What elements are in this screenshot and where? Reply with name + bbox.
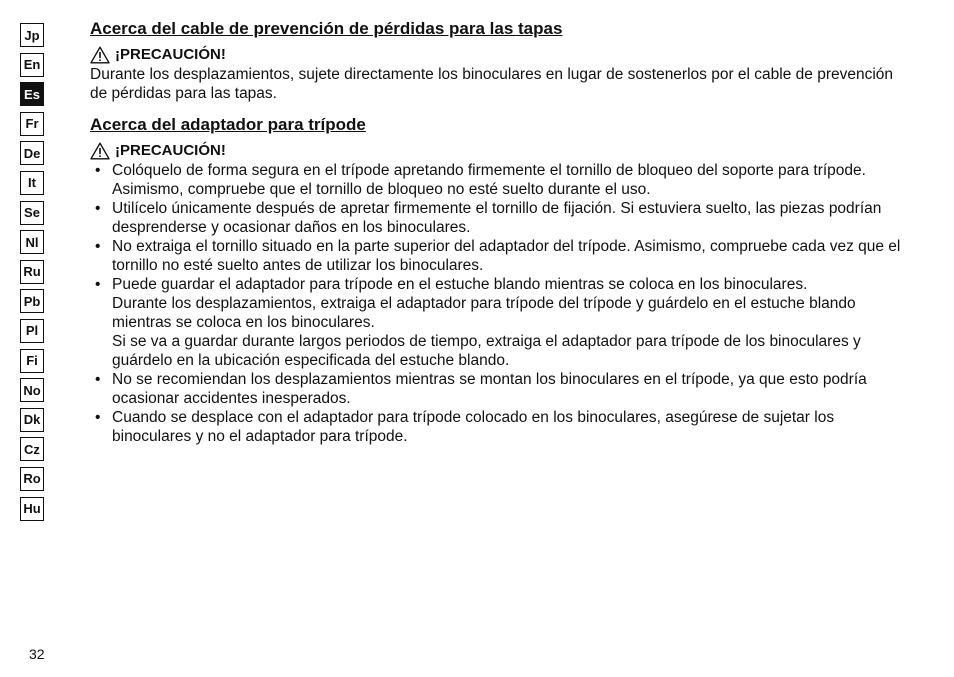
bullet-dot: • [95,409,101,426]
lang-tab-pl[interactable]: Pl [20,319,44,343]
bullet-dot: • [95,371,101,388]
list-item-text: Colóquelo de forma segura en el trípode apretando firmemente el tornillo de bloqueo del soporte para trípode. Asimismo, compruebe que el tornillo de bloqueo no esté suelto durante el uso. [112,162,866,198]
section-heading: Acerca del adaptador para trípode [90,115,366,134]
list-item-text: Utilícelo únicamente después de apretar firmemente el tornillo de fijación. Si estuviera suelto, las piezas podrían desprenderse y ocasionar daños en los binoculares. [112,200,882,236]
lang-tab-en[interactable]: En [20,53,44,77]
list-item [90,370,905,408]
lang-tab-it[interactable]: It [20,171,44,195]
list-item-text: No se recomiendan los desplazamientos mientras se montan los binoculares en el trípode, ya que esto podría ocasionar accidentes inesperados. [112,371,867,407]
list-item-text: No extraiga el tornillo situado en la parte superior del adaptador del trípode. Asimismo, compruebe cada vez que el tornillo no esté suelto antes de utilizar los binoculares. [112,238,901,274]
lang-tab-fi[interactable]: Fi [20,349,44,373]
lang-tab-no[interactable]: No [20,378,44,402]
list-item [90,161,905,199]
section-tripod-adapter [90,114,905,446]
caution-text: ¡PRECAUCIÓN! [115,142,226,159]
lang-tab-cz[interactable]: Cz [20,437,44,461]
lang-tab-jp[interactable]: Jp [20,23,44,47]
list-item-text: Cuando se desplace con el adaptador para trípode colocado en los binoculares, asegúrese de sujetar los binoculares y no el adaptador para trípode. [112,409,835,445]
lang-tab-dk[interactable]: Dk [20,408,44,432]
list-item-text: Puede guardar el adaptador para trípode en el estuche blando mientras se coloca en los binoculares. Durante los desplazamientos, extraiga el adaptador para trípode del trípode y guárdelo en el estuche blando mientras se coloca en los binoculares. Si se va a guardar durante largos periodos de tiempo, extraiga el adaptador para trípode de los binoculares y guárdelo en la ubicación especificada del estuche blando. [112,276,861,369]
bullet-list [90,161,905,446]
page-number: 32 [29,646,45,662]
bullet-dot: • [95,276,101,293]
lang-tab-ro[interactable]: Ro [20,467,44,491]
lang-tab-se[interactable]: Se [20,201,44,225]
main-content [90,18,905,446]
list-item [90,199,905,237]
list-item [90,237,905,275]
section-heading: Acerca del cable de prevención de pérdidas para las tapas [90,19,563,38]
bullet-dot: • [95,200,101,217]
caution-text: ¡PRECAUCIÓN! [115,46,226,63]
lang-tab-es[interactable]: Es [20,82,44,106]
bullet-dot: • [95,162,101,179]
lang-tab-hu[interactable]: Hu [20,497,44,521]
lang-tab-fr[interactable]: Fr [20,112,44,136]
warning-triangle-icon [90,46,110,64]
paragraph: Durante los desplazamientos, sujete directamente los binoculares en lugar de sostenerlos por el cable de prevención de pérdidas para las tapas. [90,66,894,102]
lang-tab-de[interactable]: De [20,141,44,165]
list-item [90,275,905,370]
warning-triangle-icon [90,142,110,160]
section-cap-cable [90,18,905,103]
list-item [90,408,905,446]
lang-tab-ru[interactable]: Ru [20,260,44,284]
caution-label [90,45,905,65]
lang-tab-nl[interactable]: Nl [20,230,44,254]
caution-label [90,141,905,161]
bullet-dot: • [95,238,101,255]
language-tabs [20,23,44,521]
lang-tab-pb[interactable]: Pb [20,289,44,313]
